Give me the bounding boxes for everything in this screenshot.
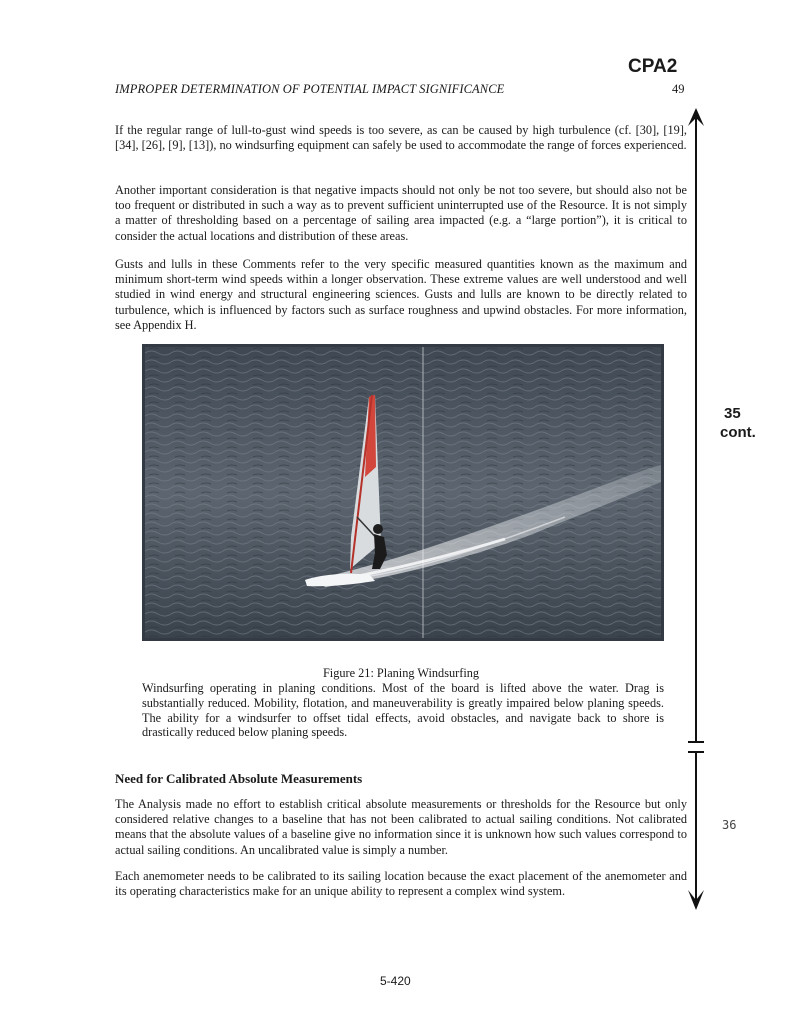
paragraph-gusts-lulls: Gusts and lulls in these Comments refer to the very specific measured quantities known as the maximum and minimum short-term wind speeds within a longer observation. These extreme values are well understood and well studied in wind energy and structural engineering sciences. Gusts and lulls are known to be directly related to turbulence, which is influenced by factors such as surface roughness and upwind obstacles. For more information, see Appendix H.	[115, 257, 687, 332]
comment-36-label: 36	[722, 818, 737, 832]
figure-caption: Windsurfing operating in planing conditions. Most of the board is lifted above the water. Drag is substantially reduced. Mobility, flotation, and maneuverability is greatly impaired below planing speeds. The ability for a windsurfer to offset tidal effects, avoid obstacles, and navigate back to shore is drastically reduced below planing speeds.	[142, 681, 664, 740]
paragraph-calibration: The Analysis made no effort to establish critical absolute measurements or thresholds for the Resource but only considered relative changes to a baseline that has not been calibrated to actual sailing conditions. Not calibrated means that the absolute values of a baseline give no information since it is unknown how such values correspond to actual sailing conditions. An uncalibrated value is simply a number.	[115, 797, 687, 857]
paragraph-anemometer: Each anemometer needs to be calibrated to its sailing location because the exact placement of the anemometer and its operating characteristics make for an unique ability to represent a complex wind system.	[115, 869, 687, 899]
document-code: CPA2	[628, 56, 678, 77]
figure-title: Figure 21: Planing Windsurfing	[322, 666, 480, 680]
footer-page-label: 5-420	[380, 974, 411, 988]
running-head: IMPROPER DETERMINATION OF POTENTIAL IMPACT SIGNIFICANCE	[115, 82, 505, 96]
comment-35-label	[720, 404, 756, 442]
comment-35-bracket	[676, 108, 716, 748]
section-heading: Need for Calibrated Absolute Measurements	[115, 771, 363, 786]
comment-36-bracket	[676, 750, 716, 910]
windsurfing-photo	[142, 344, 664, 641]
comment-35-note: cont.	[720, 424, 756, 441]
page-number: 49	[672, 82, 685, 96]
comment-35-number: 35	[724, 405, 741, 422]
paragraph-gust-range: If the regular range of lull-to-gust wind speeds is too severe, as can be caused by high turbulence (cf. [30], [19], [34], [26], [9], [13]), no windsurfing equipment can safely be used to accommodate the range of forces experienced.	[115, 123, 687, 153]
paragraph-impact-distribution: Another important consideration is that negative impacts should not only be not too severe, but should also not be too frequent or distributed in such a way as to prevent sufficient uninterrupted use of the Resource. It is not simply a matter of thresholding based on a percentage of sailing area impacted (e.g. a “large portion”), it is critical to consider the actual locations and distribution of these areas.	[115, 183, 687, 243]
